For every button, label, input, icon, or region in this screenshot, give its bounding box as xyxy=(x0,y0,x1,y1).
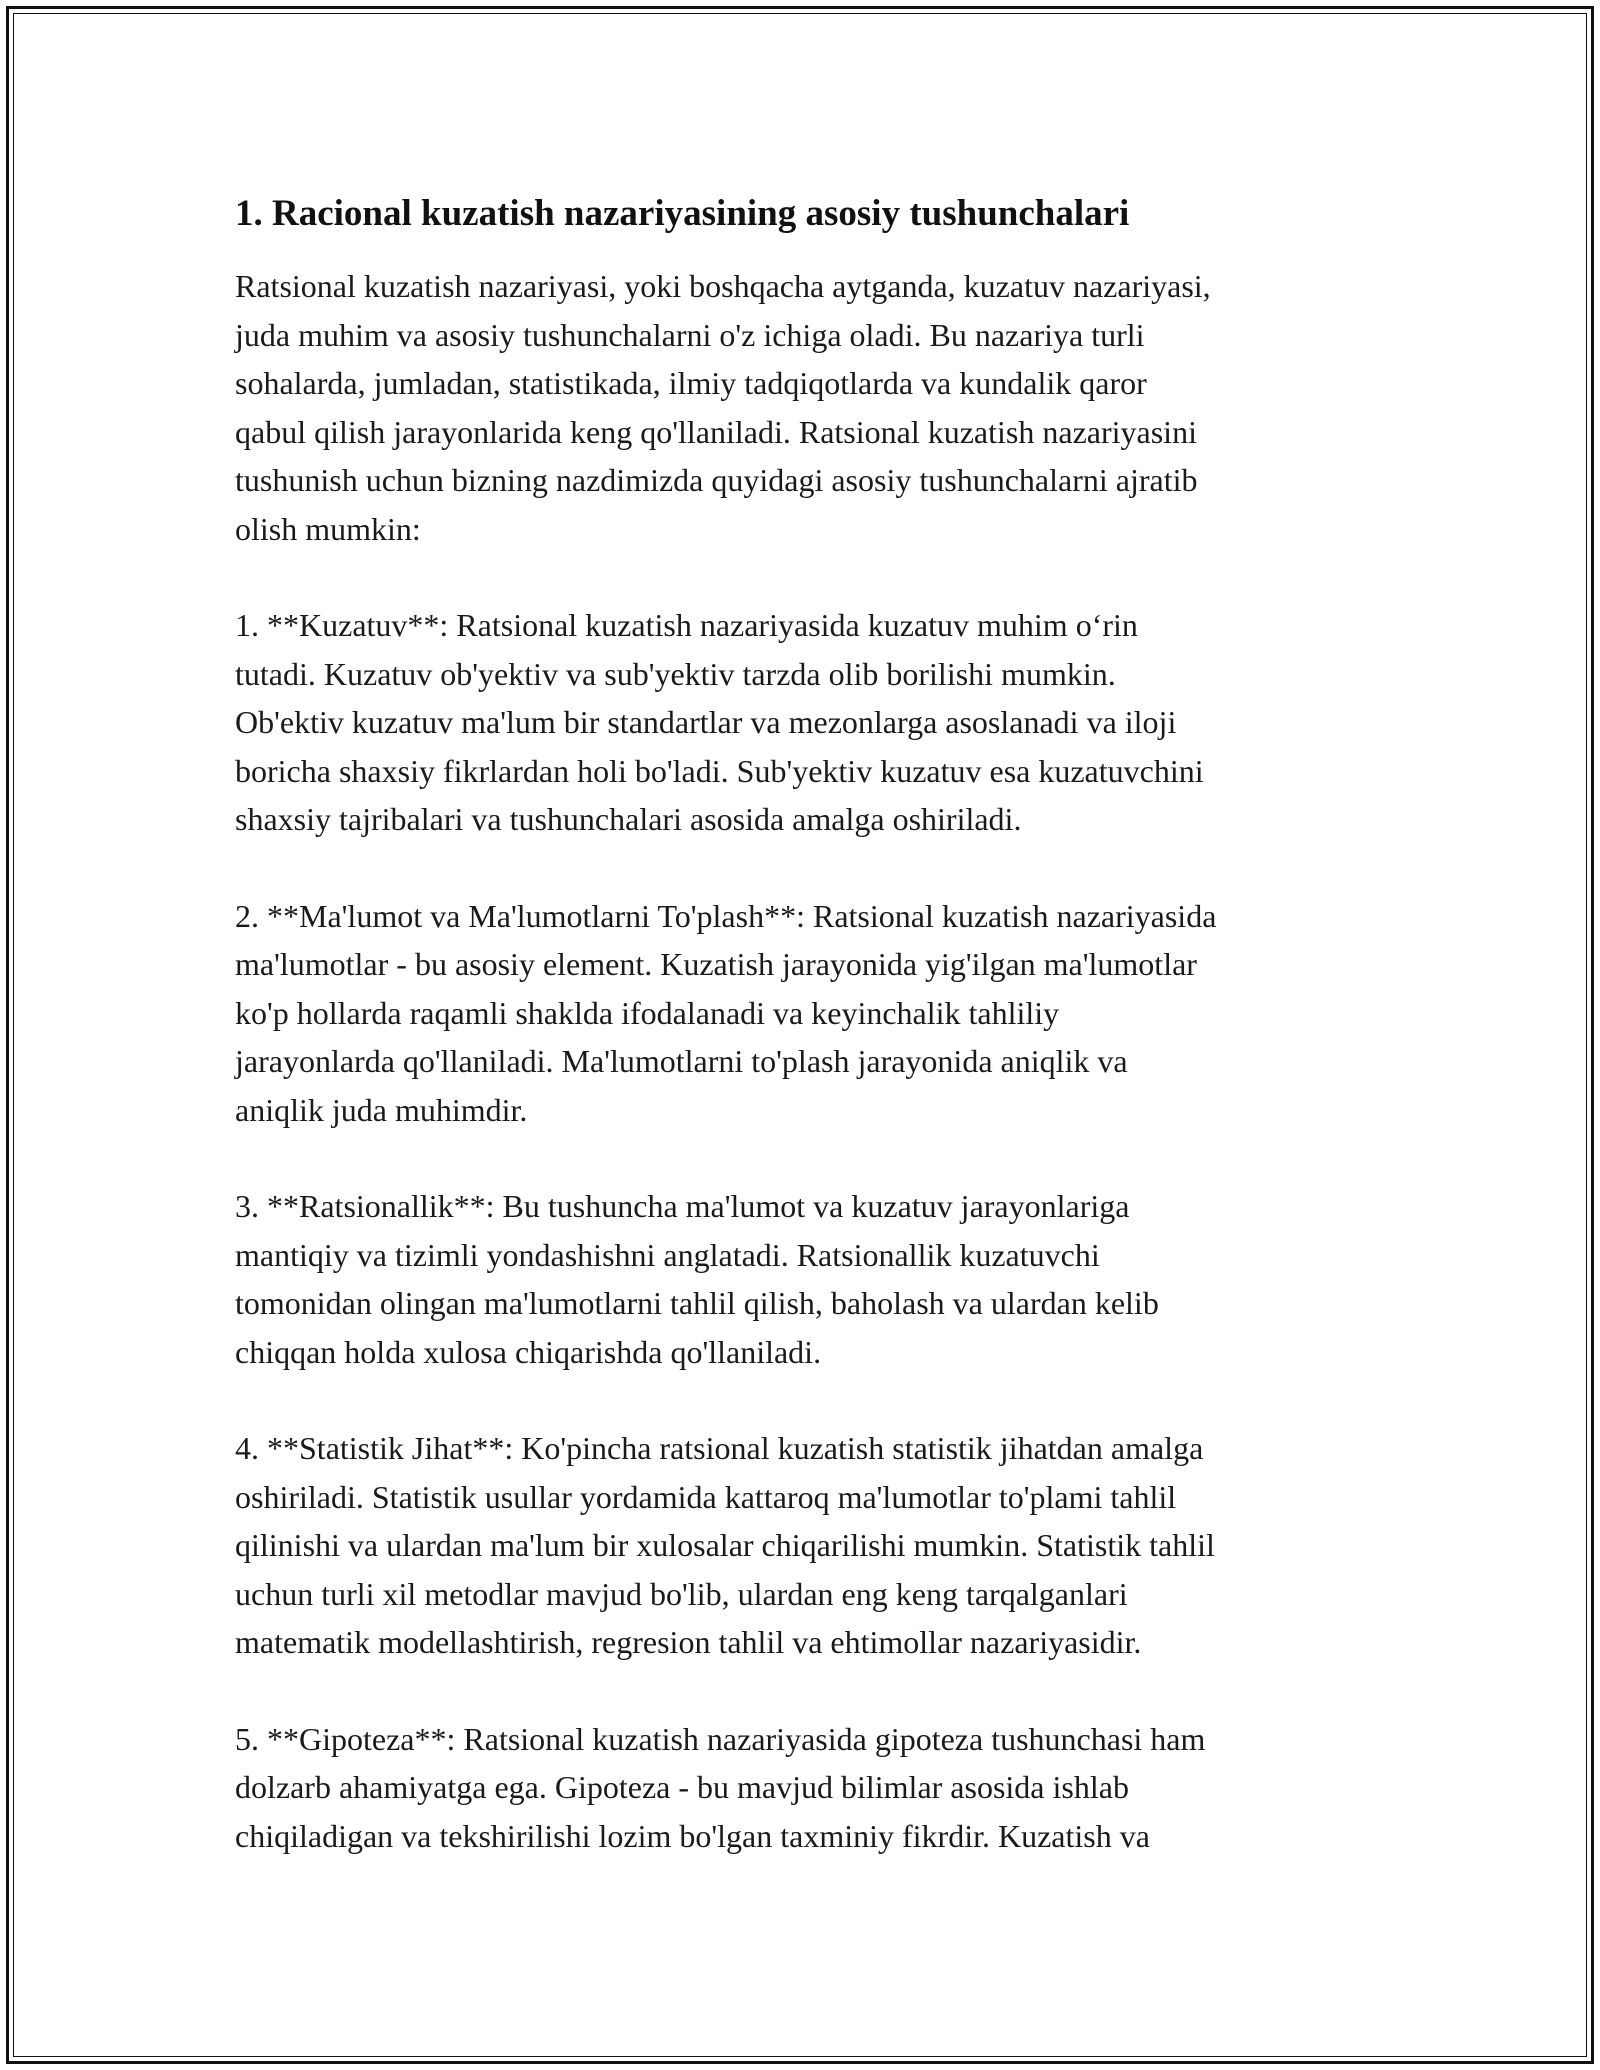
paragraph-kuzatuv: 1. **Kuzatuv**: Ratsional kuzatish nazariyasida kuzatuv muhim o‘rin tutadi. Kuzatuv ob'yektiv va sub'yektiv tarzda olib borilishi mumkin. Ob'ektiv kuzatuv ma'lum bir standartlar va mezonlarga asoslanadi va iloji boricha shaxsiy fikrlardan holi bo'ladi. Sub'yektiv kuzatuv esa kuzatuvchini shaxsiy tajribalari va tushunchalari asosida amalga oshiriladi. xyxy=(235,607,1204,837)
intro-paragraph: Ratsional kuzatish nazariyasi, yoki boshqacha aytganda, kuzatuv nazariyasi, juda muhim va asosiy tushunchalarni o'z ichiga oladi. Bu nazariya turli sohalarda, jumladan, statistikada, ilmiy tadqiqotlarda va kundalik qaror qabul qilish jarayonlarida keng qo'llaniladi. Ratsional kuzatish nazariyasini tushunish uchun bizning nazdimizda quyidagi asosiy tushunchalarni ajratib olish mumkin: xyxy=(235,268,1211,547)
paragraph-statistik-jihat: 4. **Statistik Jihat**: Ko'pincha ratsional kuzatish statistik jihatdan amalga oshiriladi. Statistik usullar yordamida kattaroq ma'lumotlar to'plami tahlil qilinishi va ulardan ma'lum bir xulosalar chiqarilishi mumkin. Statistik tahlil uchun turli xil metodlar mavjud bo'lib, ulardan eng keng tarqalganlari matematik modellashtirish, regresion tahlil va ehtimollar nazariyasidir. xyxy=(235,1430,1215,1660)
document-body xyxy=(235,188,1370,1908)
paragraph-malumot: 2. **Ma'lumot va Ma'lumotlarni To'plash**: Ratsional kuzatish nazariyasida ma'lumotlar - bu asosiy element. Kuzatish jarayonida yig'ilgan ma'lumotlar ko'p hollarda raqamli shaklda ifodalanadi va keyinchalik tahliliy jarayonlarda qo'llaniladi. Ma'lumotlarni to'plash jarayonida aniqlik va aniqlik juda muhimdir. xyxy=(235,897,1217,1128)
section-heading: 1. Racional kuzatish nazariyasining asosiy tushunchalari xyxy=(235,193,1130,234)
paragraph-gipoteza: 5. **Gipoteza**: Ratsional kuzatish nazariyasida gipoteza tushunchasi ham dolzarb ahamiyatga ega. Gipoteza - bu mavjud bilimlar asosida ishlab chiqiladigan va tekshirilishi lozim bo'lgan taxminiy fikrdir. Kuzatish va xyxy=(235,1720,1206,1854)
paragraph-ratsionallik: 3. **Ratsionallik**: Bu tushuncha ma'lumot va kuzatuv jarayonlariga mantiqiy va tizimli yondashishni anglatadi. Ratsionallik kuzatuvchi tomonidan olingan ma'lumotlarni tahlil qilish, baholash va ulardan kelib chiqqan holda xulosa chiqarishda qo'llaniladi. xyxy=(235,1188,1159,1370)
